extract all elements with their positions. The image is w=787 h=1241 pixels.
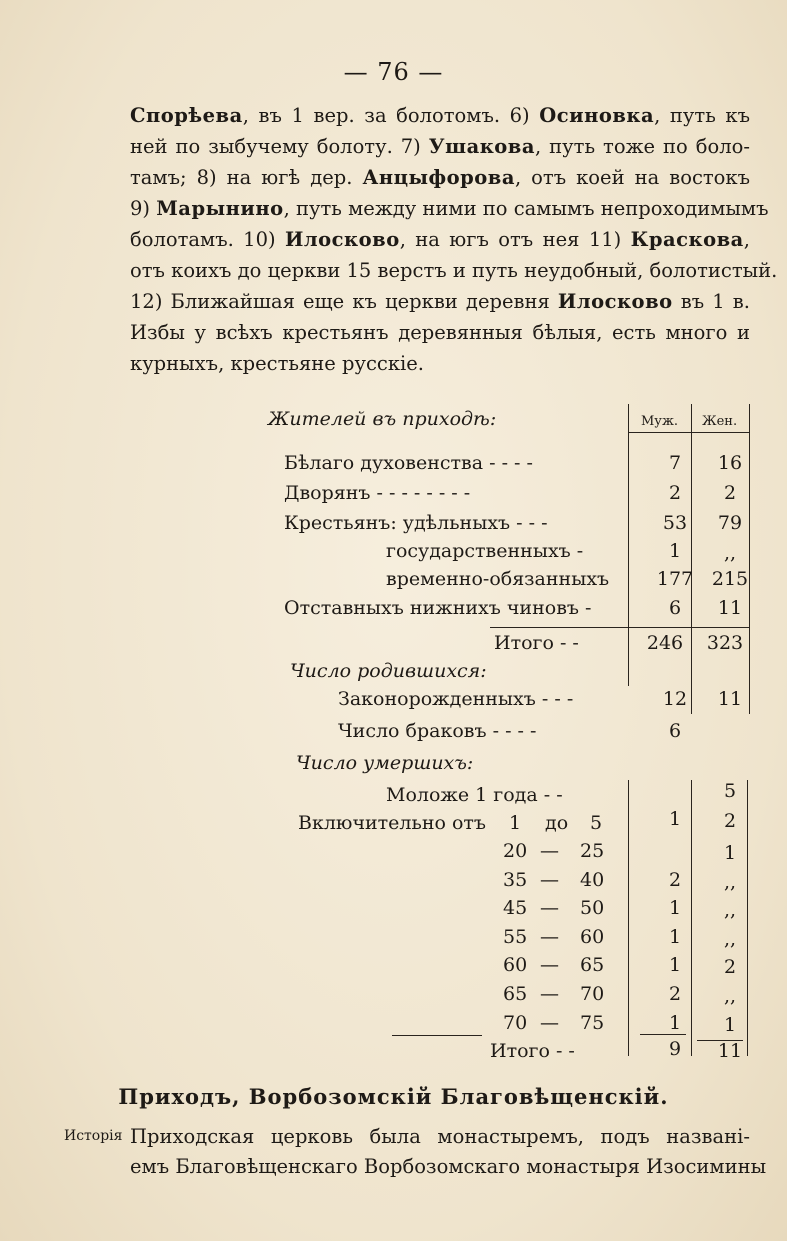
total-label: Итого - -	[494, 632, 579, 654]
prose-line: болотамъ. 10) Илосково, на югъ отъ нея 11) Краскова,	[130, 228, 750, 251]
table1-total-rule	[490, 627, 749, 628]
age-row-female: ,,	[723, 871, 737, 893]
prose-line: 12) Ближайшая еще къ церкви деревня Илосково въ 1 в.	[130, 290, 750, 313]
village-name: Спорѣева	[130, 104, 243, 127]
age-dash: —	[540, 840, 559, 862]
row-value-male: 53	[662, 512, 688, 534]
prose-line: Спорѣева, въ 1 вер. за болотомъ. 6) Осиновка, путь къ	[130, 104, 750, 127]
prose-paragraph	[130, 100, 778, 379]
row-label: Крестьянъ: удѣльныхъ - - -	[284, 512, 548, 534]
births-label: Законорожденныхъ - - -	[338, 688, 574, 710]
row-label: Бѣлаго духовенства - - - -	[284, 452, 533, 474]
age-separator: до	[545, 812, 569, 834]
age-row-male: 1	[668, 897, 682, 919]
age-row-male: 1	[668, 808, 682, 830]
marriages-label: Число браковъ - - - -	[338, 720, 537, 742]
deaths-total-male: 9	[668, 1038, 682, 1060]
age-dash: —	[540, 897, 559, 919]
age-from: 60	[503, 954, 528, 976]
age-row-male: 1	[668, 954, 682, 976]
row-value-male: 2	[668, 482, 682, 504]
deaths-total-label: Итого - -	[490, 1040, 575, 1062]
age-dash: —	[540, 926, 559, 948]
marriages-count: 6	[668, 720, 682, 742]
age-to: 60	[580, 926, 605, 948]
total-female: 323	[706, 632, 744, 654]
age-row-male: 1	[668, 1012, 682, 1034]
age-dash: —	[540, 1012, 559, 1034]
body-line: емъ Благовѣщенскаго Ворбозомскаго монастыря Изосимины	[130, 1155, 767, 1178]
age-row-male: 1	[668, 926, 682, 948]
row-value-male: 177	[656, 568, 694, 590]
prose-line: 9) Марынино, путь между ними по самымъ непроходимымъ	[130, 197, 769, 220]
table2-divider-left	[628, 780, 629, 1056]
row-label: государственныхъ -	[386, 540, 584, 562]
row-label: Дворянъ - - - - - - - -	[284, 482, 471, 504]
prose-line: ней по зыбучему болоту. 7) Ушакова, путь тоже по боло-	[130, 135, 750, 158]
table1-header-rule	[628, 432, 749, 433]
table2-total-rule	[392, 1035, 482, 1036]
age-dash: —	[540, 954, 559, 976]
village-name: Краскова	[630, 228, 744, 251]
age-dash: —	[540, 869, 559, 891]
row-value-female: 2	[723, 482, 737, 504]
age-to: 40	[580, 869, 605, 891]
age-dash: —	[540, 983, 559, 1005]
age-from: 55	[503, 926, 528, 948]
age-from: 70	[503, 1012, 528, 1034]
row-value-male: 7	[668, 452, 682, 474]
age-to: 65	[580, 954, 605, 976]
age-row-female: ,,	[723, 928, 737, 950]
table2-total-rule-male	[640, 1034, 686, 1035]
village-name: Марынино	[156, 197, 284, 220]
margin-note: Исторія	[64, 1128, 123, 1144]
age-row-prefix: Включительно отъ	[298, 812, 487, 834]
row-label: Отставныхъ нижнихъ чиновъ -	[284, 597, 592, 619]
village-name: Илосково	[557, 290, 673, 313]
age-from: 65	[503, 983, 528, 1005]
deaths-total-female: 11	[717, 1040, 743, 1062]
page-number: — 76 —	[343, 58, 444, 86]
village-name: Осиновка	[539, 104, 655, 127]
column-header-male: Муж.	[641, 414, 679, 429]
prose-line: отъ коихъ до церкви 15 верстъ и путь неудобный, болотистый.	[130, 259, 778, 282]
age-from: 20	[503, 840, 528, 862]
age-row-female: ,,	[723, 899, 737, 921]
total-male: 246	[646, 632, 684, 654]
age-row-male: 2	[668, 869, 682, 891]
age-row-female: 1	[723, 842, 737, 864]
village-name: Илосково	[285, 228, 400, 251]
age-to: 75	[580, 1012, 605, 1034]
row-value-female: 215	[711, 568, 749, 590]
column-header-female: Жен.	[702, 414, 738, 429]
body-paragraph	[130, 1122, 767, 1182]
age-to: 5	[590, 812, 603, 834]
age-row-label: Моложе 1 года - -	[386, 784, 563, 806]
prose-line: Избы у всѣхъ крестьянъ деревянныя бѣлыя, есть много и	[130, 321, 750, 344]
age-to: 50	[580, 897, 605, 919]
age-row-female: 5	[723, 780, 737, 802]
prose-line: курныхъ, крестьяне русскіе.	[130, 352, 424, 375]
age-from: 45	[503, 897, 528, 919]
age-row-female: 1	[723, 1014, 737, 1036]
age-to: 70	[580, 983, 605, 1005]
village-name: Анцыфорова	[362, 166, 515, 189]
age-row-female: ,,	[723, 985, 737, 1007]
age-from: 1	[509, 812, 522, 834]
births-male: 12	[662, 688, 688, 710]
age-to: 25	[580, 840, 605, 862]
village-name: Ушакова	[428, 135, 535, 158]
deaths-heading: Число умершихъ:	[296, 752, 474, 774]
births-female: 11	[717, 688, 743, 710]
table1-divider-left	[628, 404, 629, 686]
row-value-female: 79	[717, 512, 743, 534]
age-row-female: 2	[723, 956, 737, 978]
births-heading: Число родившихся:	[290, 660, 487, 682]
prose-line: тамъ; 8) на югѣ дер. Анцыфорова, отъ коей на востокъ	[130, 166, 750, 189]
section-title: Приходъ, Ворбозомскій Благовѣщенскій.	[118, 1084, 669, 1109]
age-from: 35	[503, 869, 528, 891]
row-value-female: 11	[717, 597, 743, 619]
age-row-female: 2	[723, 810, 737, 832]
row-value-female: ,,	[723, 542, 737, 564]
row-value-female: 16	[717, 452, 743, 474]
body-line: Приходская церковь была монастыремъ, подъ названі-	[130, 1125, 750, 1148]
row-value-male: 1	[668, 540, 682, 562]
row-value-male: 6	[668, 597, 682, 619]
age-row-male: 2	[668, 983, 682, 1005]
residents-heading: Жителей въ приходѣ:	[268, 408, 497, 430]
row-label: временно-обязанныхъ	[386, 568, 610, 590]
